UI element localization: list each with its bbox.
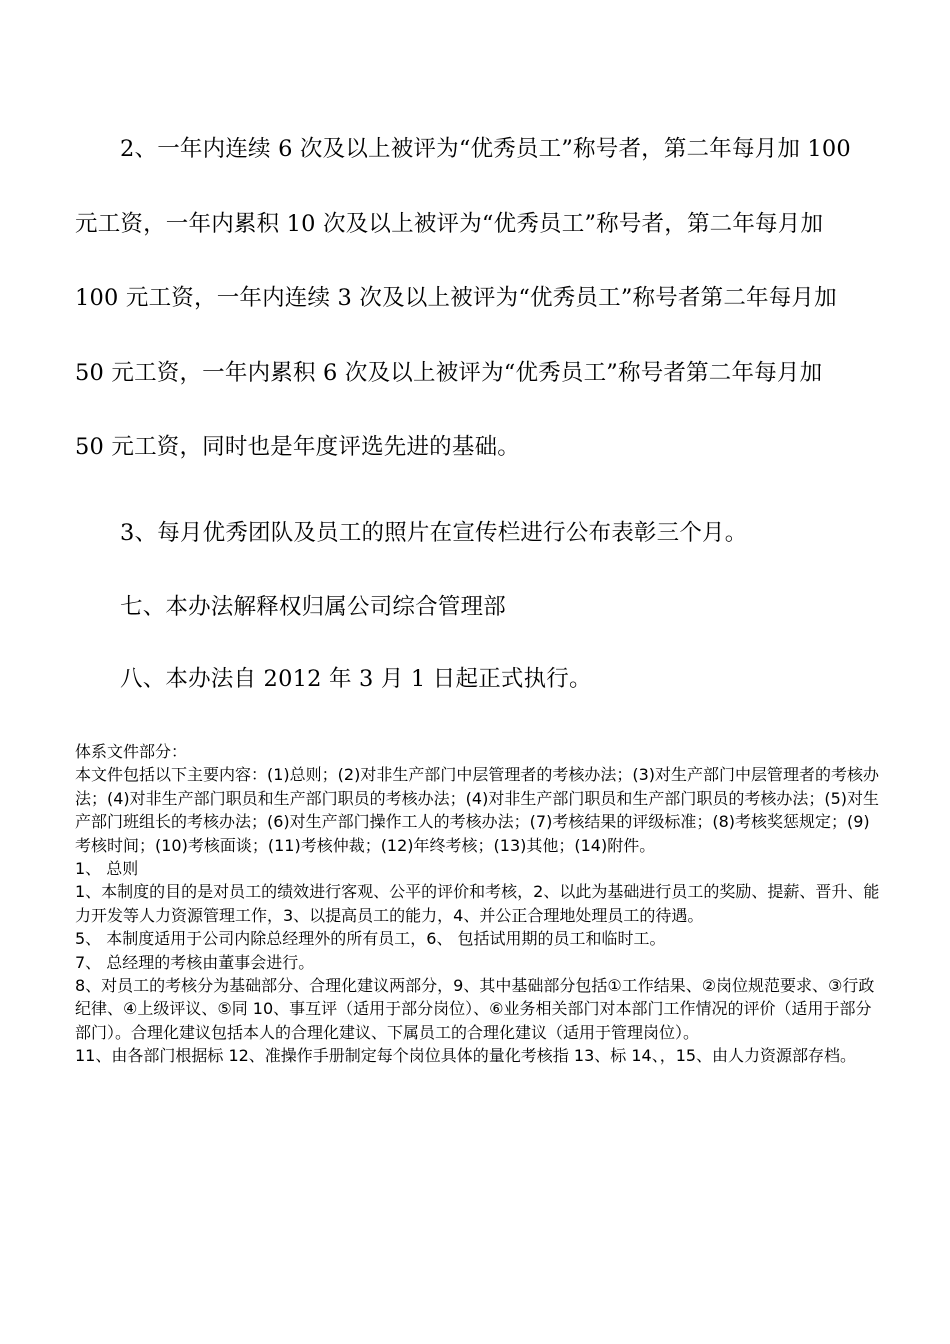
para2-line-4: 50 元工资，一年内累积 6 次及以上被评为“优秀员工”称号者第二年每月加 — [75, 360, 823, 386]
contents-paragraph: 本文件包括以下主要内容：(1)总则；(2)对非生产部门中层管理者的考核办法；(3)对生产部门中层管理者的考核办法；(4)对非生产部门职员和生产部门职员的考核办法；(4)对非生产部门职员和生产部门职员的考核办法；(5)对生产部门班组长的考核办法；(6)对生产部门操作工人的考核办法；(7)考核结果的评级标准；(8)考核奖惩规定；(9)考核时间；(10)考核面谈；(11)考核仲裁；(12)年终考核；(13)其他；(14)附件。 — [75, 765, 879, 855]
system-file-heading: 体系文件部分： — [75, 742, 188, 761]
para3: 3、每月优秀团队及员工的照片在宣传栏进行公布表彰三个月。 — [120, 520, 748, 546]
item-5-paragraph: 5、 本制度适用于公司内除总经理外的所有员工，6、 包括试用期的员工和临时工。 — [75, 929, 666, 949]
section7: 七、本办法解释权归属公司综合管理部 — [120, 594, 506, 620]
para2-line-2: 元工资，一年内累积 10 次及以上被评为“优秀员工”称号者，第二年每月加 — [75, 211, 824, 237]
para2-line-1: 2、一年内连续 6 次及以上被评为“优秀员工”称号者，第二年每月加 100 — [120, 136, 851, 162]
item-8-paragraph: 8、对员工的考核分为基础部分、合理化建议两部分，9、其中基础部分包括①工作结果、②岗位规范要求、③行政纪律、④上级评议、⑤同 10、事互评（适用于部分岗位）、⑥业务相关部门对本部门工作情况的评价（适用于部分部门）。合理化建议包括本人的合理化建议、下属员工的合理化建议（适用于管理岗位）。 — [75, 976, 875, 1042]
item-7-paragraph: 7、 总经理的考核由董事会进行。 — [75, 952, 315, 972]
para2-line-3: 100 元工资，一年内连续 3 次及以上被评为“优秀员工”称号者第二年每月加 — [75, 285, 837, 311]
item-11-paragraph: 11、由各部门根据标 12、准操作手册制定每个岗位具体的量化考核指 13、标 14、，15、由人力资源部存档。 — [75, 1046, 857, 1066]
general-title: 1、 总则 — [75, 859, 139, 879]
system-file-section — [75, 740, 880, 1068]
item-1-paragraph: 1、本制度的目的是对员工的绩效进行客观、公平的评价和考核，2、以此为基础进行员工的奖励、提薪、晋升、能力开发等人力资源管理工作，3、以提高员工的能力，4、并公正合理地处理员工的待遇。 — [75, 882, 880, 925]
section8: 八、本办法自 2012 年 3 月 1 日起正式执行。 — [120, 666, 592, 692]
para2-line-5: 50 元工资，同时也是年度评选先进的基础。 — [75, 434, 520, 460]
